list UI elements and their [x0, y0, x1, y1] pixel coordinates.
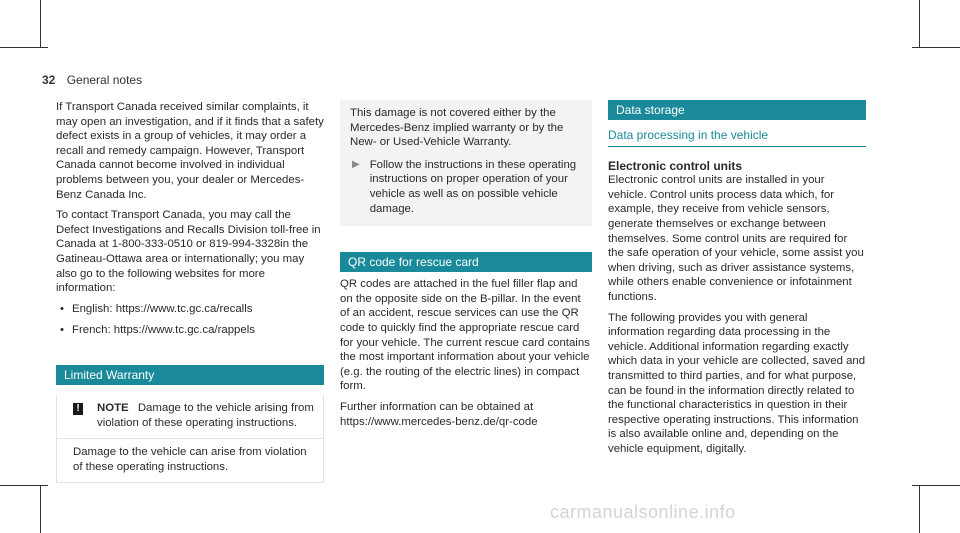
section-title-data-storage: Data storage [608, 100, 866, 120]
crop-mark [0, 47, 48, 48]
crop-mark [919, 0, 920, 48]
paragraph: Electronic control units are installed in your vehicle. Control units process data which, for example, they receive from vehicle sensors, generate themselves or exchange between themselves. Some control units are required for the safe operation of your vehicle, some assist you when driving, such as driver assistance systems, while others enable convenience or infotainment functions. [608, 174, 864, 303]
paragraph: To contact Transport Canada, you may call the Defect Investigations and Recalls Division toll-free in Canada at 1-800-333-0510 or 819-994-3328in the Gatineau-Ottawa area or internationally; you may also go to the following websites for more information: [56, 209, 321, 295]
note-detail: Damage to the vehicle can arise from violation of these operating instructions. [73, 446, 307, 473]
column-left [56, 100, 324, 483]
paragraph: Further information can be obtained at https://www.mercedes-benz.de/qr-code [340, 400, 538, 428]
crop-mark [40, 0, 41, 48]
subheading: Data processing in the vehicle [608, 128, 866, 147]
step-text: Follow the instructions in these operating instructions on proper operation of your vehicle as well as on possible vehicle damage. [369, 158, 577, 215]
paragraph: This damage is not covered either by the Mercedes-Benz implied warranty or by the New- or Used-Vehicle Warranty. [350, 107, 564, 149]
note-label: NOTE [97, 401, 129, 414]
list-item: • English: https://www.tc.gc.ca/recalls [56, 302, 324, 317]
crop-mark [912, 485, 960, 486]
bold-heading: Electronic control units [608, 158, 743, 173]
note-box [56, 395, 324, 483]
column-middle [340, 100, 592, 435]
paragraph: If Transport Canada received similar complaints, it may open an investigation, and if it finds that a safety defect exists in a group of vehicles, it may order a recall and remedy campaign. However, Transport Canada cannot become involved in individual problems between you, your dealer or Mercedes-Benz Canada Inc. [56, 101, 324, 201]
section-title-warranty: Limited Warranty [56, 365, 324, 385]
page-number: 32 [42, 73, 56, 87]
section-title-qr: QR code for rescue card [340, 252, 592, 272]
section-name: General notes [66, 73, 143, 87]
crop-mark [40, 485, 41, 533]
instruction-step [350, 158, 582, 216]
crop-mark [0, 485, 48, 486]
note-text: Damage to the vehicle arising from violation of these operating instructions. [97, 401, 314, 429]
paragraph: QR codes are attached in the fuel filler flap and on the opposite side on the B-pillar. In the event of an accident, rescue services can use the QR code to quickly find the appropriate rescue card for your vehicle. The current rescue card contains the most important information about your vehicle (e.g. the routing of the electric lines) in compact form. [340, 278, 590, 393]
page-header [42, 73, 142, 87]
warning-icon: ! [73, 403, 83, 415]
arrow-right-icon: ▶ [352, 158, 360, 170]
column-right [608, 100, 866, 462]
watermark: carmanualsonline.info [550, 502, 736, 522]
paragraph: The following provides you with general information regarding data processing in the vehicle. Additional information regarding exactly which data in your vehicle are collected, saved and transmitted to third parties, and for what purpose, can be found in the information directly related to the functional characteristics in question in their respective operating instructions. This information is also available online and, depending on the vehicle equipment, digitally. [608, 311, 866, 455]
note-header [57, 395, 323, 439]
website-list [56, 302, 324, 338]
list-item: • French: https://www.tc.gc.ca/rappels [56, 323, 324, 338]
crop-mark [919, 485, 920, 533]
warning-continuation-box [340, 100, 592, 226]
crop-mark [912, 47, 960, 48]
note-body [97, 401, 315, 430]
